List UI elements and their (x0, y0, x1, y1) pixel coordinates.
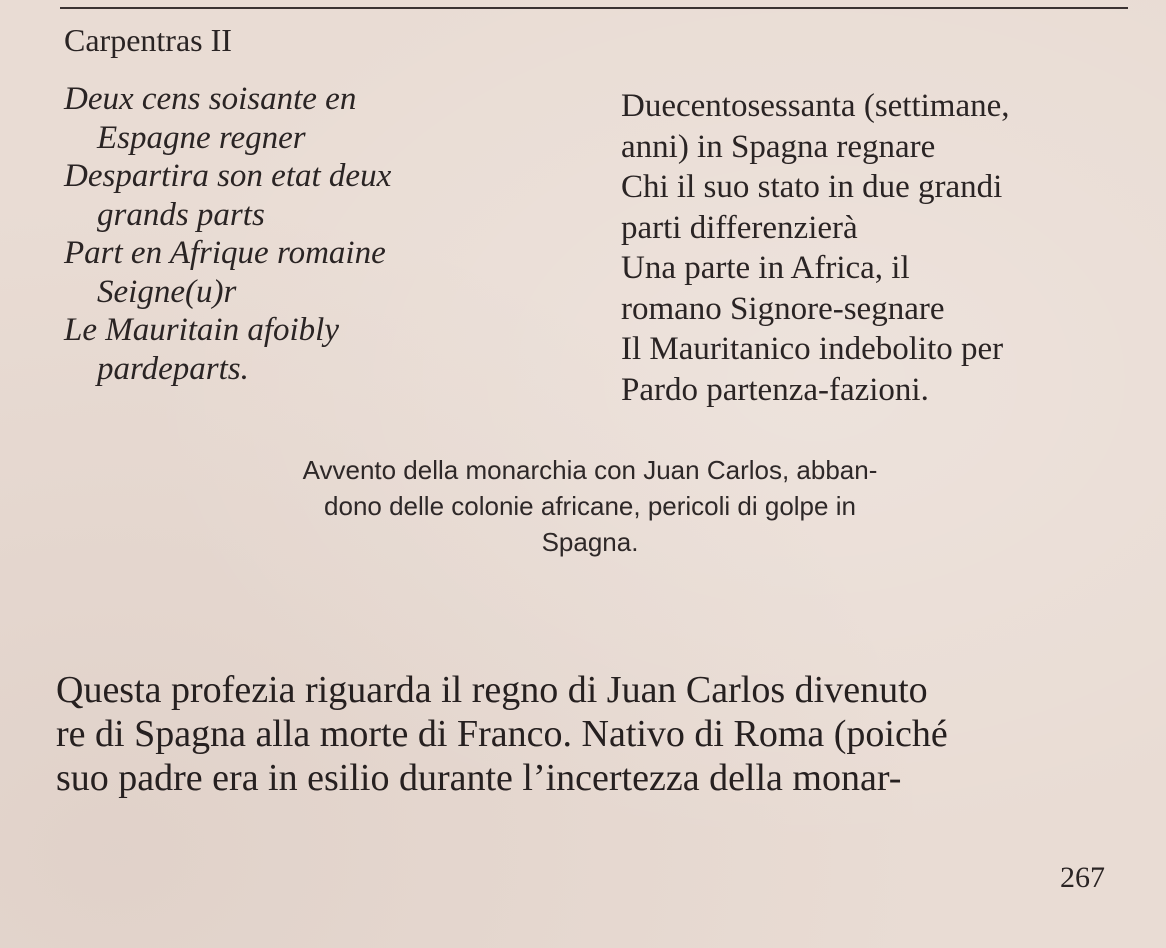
body-paragraph (56, 668, 1126, 800)
verse-original-line: Part en Afrique romaine (64, 235, 386, 271)
verse-translation-line: romano Signore-segnare (621, 290, 945, 327)
verse-translation-line: Duecentosessanta (settimane, (621, 88, 1010, 124)
verse-original-line: Seigne(u)r (97, 273, 237, 310)
verse-original-line: grands parts (97, 196, 265, 233)
verse-translation-line: anni) in Spagna regnare (621, 128, 936, 165)
commentary-line: Spagna. (541, 527, 639, 557)
verse-translation-line: Il Mauritanico indebolito per (621, 331, 1004, 367)
verse-original (64, 80, 584, 388)
verse-translation-line: Una parte in Africa, il (621, 250, 910, 286)
commentary-line: dono delle colonie africane, pericoli di golpe in (324, 491, 856, 521)
top-rule (60, 7, 1128, 9)
verse-original-line: pardeparts. (97, 350, 249, 387)
commentary-note (200, 452, 980, 560)
verse-translation (621, 86, 1121, 410)
commentary-line: Avvento della monarchia con Juan Carlos, abban- (302, 455, 878, 485)
verse-original-line: Espagne regner (97, 119, 306, 156)
verse-original-line: Deux cens soisante en (64, 81, 357, 117)
verse-translation-line: parti differenzierà (621, 209, 858, 246)
verse-translation-line: Chi il suo stato in due grandi (621, 169, 1003, 205)
page-number: 267 (1060, 861, 1105, 894)
body-line: re di Spagna alla morte di Franco. Nativo di Roma (poiché (56, 713, 948, 755)
body-line: Questa profezia riguarda il regno di Juan Carlos divenuto (56, 669, 928, 711)
verse-translation-line: Pardo partenza-fazioni. (621, 371, 929, 408)
section-title: Carpentras II (64, 22, 232, 58)
verse-original-line: Le Mauritain afoibly (64, 312, 339, 348)
verse-original-line: Despartira son etat deux (64, 158, 392, 194)
body-line: suo padre era in esilio durante l’incertezza della monar- (56, 757, 902, 799)
